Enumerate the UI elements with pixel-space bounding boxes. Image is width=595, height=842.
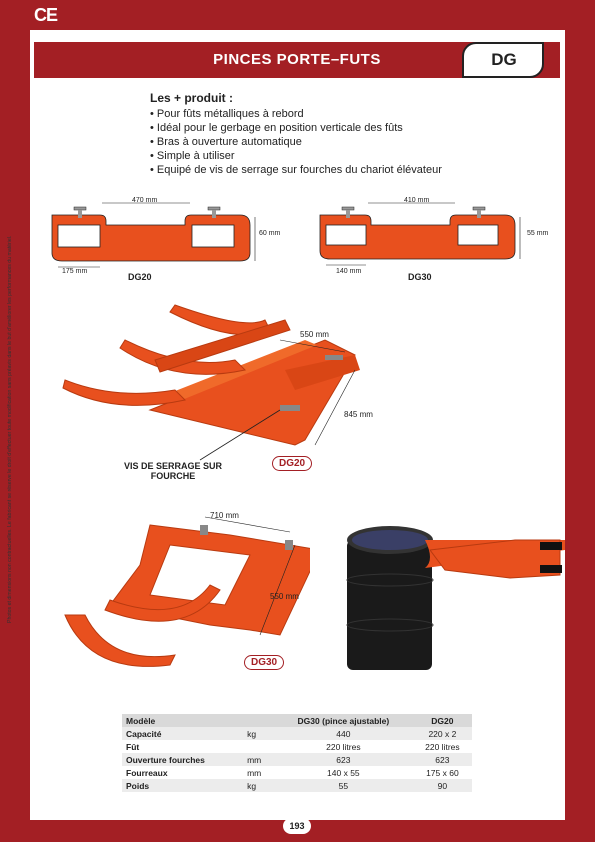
table-header (243, 714, 274, 727)
feature-item: • Bras à ouverture automatique (150, 135, 442, 149)
clamp-screw-arrow (195, 405, 295, 465)
page-number: 193 (283, 818, 311, 834)
table-cell: 220 litres (425, 741, 460, 752)
dg20-photo-width: 550 mm (300, 330, 329, 339)
feature-item: • Equipé de vis de serrage sur fourches du chariot élévateur (150, 163, 442, 177)
table-row (122, 753, 472, 766)
drum-photo (335, 520, 570, 680)
feature-item: • Pour fûts métalliques à rebord (150, 107, 442, 121)
category-code: DG (491, 50, 517, 69)
table-header: Modèle (122, 714, 243, 727)
right-band (565, 0, 595, 842)
table-cell: mm (247, 767, 262, 778)
ce-mark: CE (34, 5, 58, 25)
table-cell: Fourreaux (126, 767, 168, 778)
table-cell: 90 (413, 779, 472, 792)
feature-item: • Idéal pour le gerbage en position verticale des fûts (150, 121, 442, 135)
dg30-diagram-label: DG30 (408, 272, 432, 282)
top-band (0, 0, 595, 30)
dg30-height-dim: 55 mm (527, 230, 549, 237)
dg20-fork-dim: 175 mm (62, 268, 88, 275)
dg20-photo-tag: DG20 (272, 456, 312, 471)
dg30-photo-width: 710 mm (210, 511, 239, 520)
table-cell: 623 (413, 753, 472, 766)
table-cell: 140 x 55 (327, 767, 360, 778)
feature-item: • Simple à utiliser (150, 149, 442, 163)
table-cell: Poids (122, 779, 243, 792)
dg20-height-dim: 60 mm (259, 230, 281, 237)
table-cell: 440 (274, 727, 413, 740)
dg30-photo-length: 550 mm (270, 592, 299, 601)
features-list (150, 107, 442, 177)
table-row (122, 766, 472, 779)
dg20-diagram-label: DG20 (128, 272, 152, 282)
table-row (122, 727, 472, 740)
table-cell: mm (243, 753, 274, 766)
dg20-photo-length: 845 mm (344, 410, 373, 419)
table-cell: 623 (274, 753, 413, 766)
table-header: DG20 (413, 714, 472, 727)
table-cell: Fût (126, 741, 140, 752)
dg30-photo-tag: DG30 (244, 655, 284, 670)
spec-table (122, 714, 472, 792)
table-row (122, 779, 472, 792)
table-cell: 220 litres (326, 741, 361, 752)
table-cell: Capacité (122, 727, 243, 740)
disclaimer-note: Photos et dimensions non contractuelles. Le fabricant se réserve le droit d'effectuer toute modification sans préavis dans le but d'améliorer les performances du matériel. (7, 235, 13, 623)
table-cell: 55 (274, 779, 413, 792)
category-tab (462, 42, 544, 78)
features-block (150, 91, 442, 177)
clamp-screw-label: VIS DE SERRAGE SUR FOURCHE (123, 461, 223, 481)
table-cell (243, 740, 274, 753)
table-header: DG30 (pince ajustable) (274, 714, 413, 727)
dg20-width-dim: 470 mm (132, 197, 158, 204)
left-band (0, 0, 30, 842)
table-row (122, 740, 472, 753)
table-cell: Ouverture fourches (122, 753, 243, 766)
table-cell: 220 x 2 (413, 727, 472, 740)
table-cell: 175 x 60 (426, 767, 459, 778)
table-cell: kg (243, 779, 274, 792)
page-title: PINCES PORTE–FUTS (213, 51, 381, 68)
table-cell: kg (243, 727, 274, 740)
table-header-row (122, 714, 472, 727)
dg30-fork-dim: 140 mm (336, 268, 362, 275)
features-heading: Les + produit : (150, 91, 234, 105)
dg30-width-dim: 410 mm (404, 197, 430, 204)
